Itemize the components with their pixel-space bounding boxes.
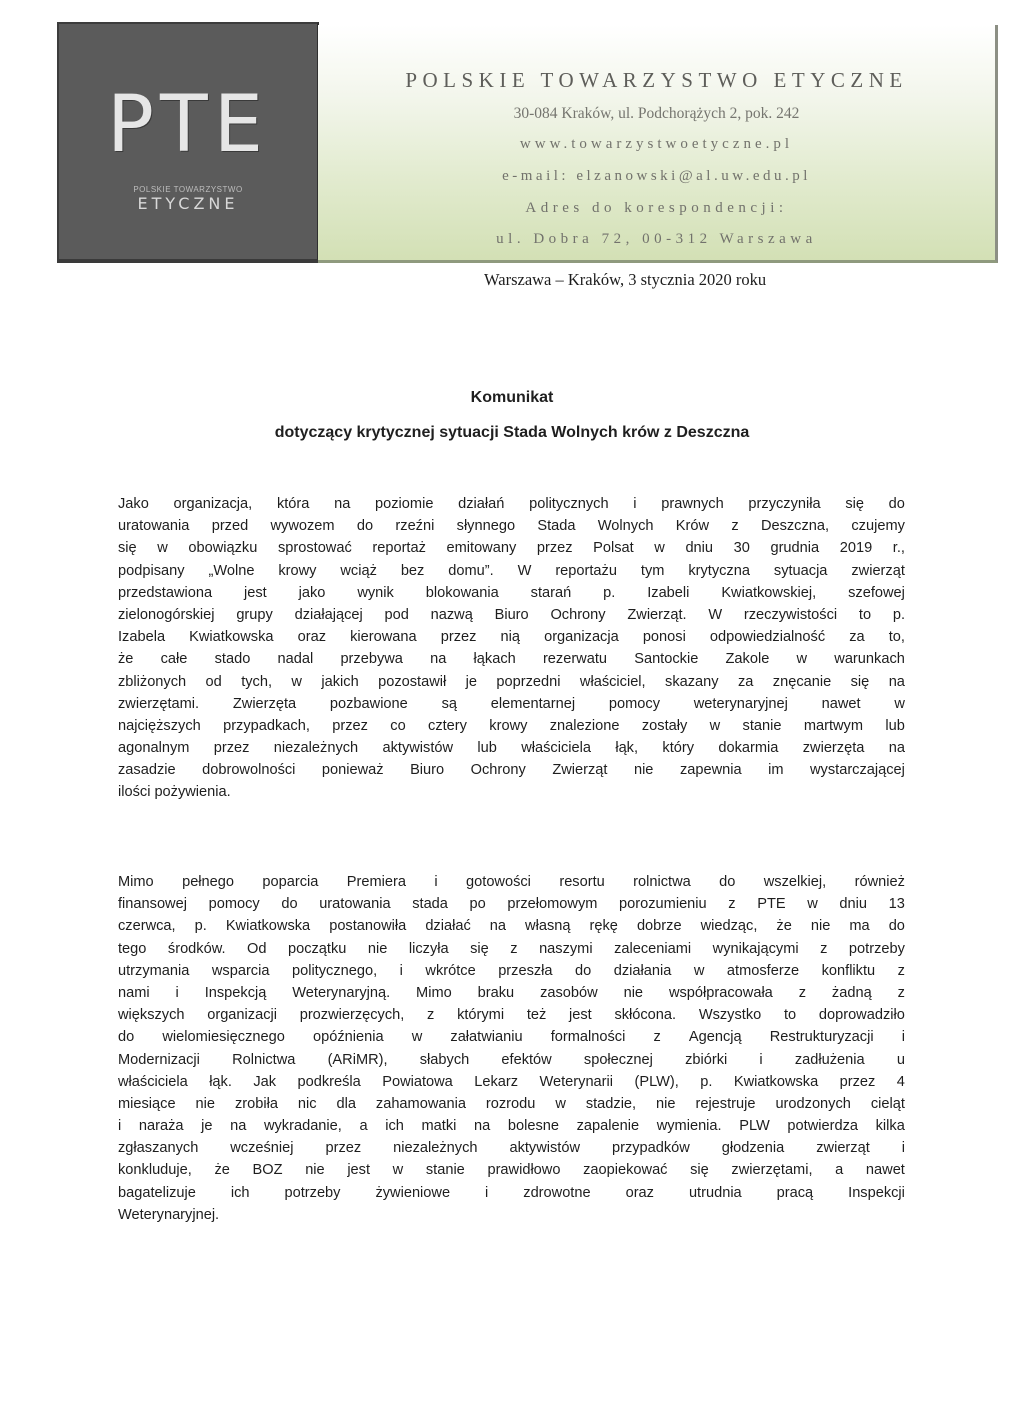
- document-title: Komunikat: [470, 389, 554, 406]
- body-text-line: zgłaszanych wcześniej przez niezależnych aktywistów przypadków głodzenia zwierząt i: [118, 1140, 905, 1157]
- date-line: Warszawa – Kraków, 3 stycznia 2020 roku: [484, 270, 767, 289]
- body-text-line: bagatelizuje ich potrzeby żywieniowe i zdrowotne oraz utrudnia pracą Inspekcji: [118, 1184, 905, 1201]
- body-text-line: większych organizacji prozwierzęcych, z którymi też jest skłócona. Wszystko to doprowadziło: [118, 1007, 905, 1024]
- body-paragraph-1: [118, 493, 905, 804]
- body-text-line: Modernizacji Rolnictwa (ARiMR), słabych efektów społecznej zbiórki i zadłużenia u: [118, 1051, 905, 1068]
- body-text-line: finansowej pomocy do uratowania stada po przełomowym porozumieniu z PTE w dniu 13: [118, 896, 905, 913]
- body-text-line: zasadzie dobrowolności ponieważ Biuro Ochrony Zwierząt nie zapewnia im wystarczającej: [118, 762, 905, 779]
- body-text-line: tego środków. Od początku nie liczyła się z naszymi zaleceniami wynikającymi z potrzeby: [118, 940, 905, 957]
- body-text-line: konkluduje, że BOZ nie jest w stanie prawidłowo zaopiekować się zwierzętami, a nawet: [118, 1162, 905, 1179]
- pte-logo: [57, 22, 319, 263]
- body-text-line: i naraża je na wykradanie, a ich matki na bolesne zapalenie wymienia. PLW potwierdza kilka: [118, 1118, 905, 1135]
- logo-small-text: POLSKIE TOWARZYSTWO: [133, 185, 243, 194]
- body-text-line: najcięższych przypadkach, przez co cztery krowy znalezione zostały w stanie martwym lub: [118, 717, 905, 734]
- organization-email: e-mail: elzanowski@al.uw.edu.pl: [502, 168, 811, 184]
- body-text-line: do wielomiesięcznego opóźnienia w załatwianiu formalności z Agencją Restrukturyzacji i: [118, 1029, 905, 1046]
- body-text-line: Mimo pełnego poparcia Premiera i gotowości resortu rolnictwa do wszelkiej, również: [118, 874, 905, 890]
- correspondence-address: ul. Dobra 72, 00-312 Warszawa: [496, 231, 817, 247]
- body-text-line: podpisany „Wolne krowy wciąż bez domu”. W reportażu tym krytyczna sytuacja zwierząt: [118, 562, 905, 579]
- logo-word: ETYCZNE: [137, 194, 239, 213]
- body-paragraph-2: [118, 871, 905, 1226]
- organization-name: POLSKIE TOWARZYSTWO ETYCZNE: [405, 68, 908, 92]
- logo-initials: PTE: [107, 80, 269, 170]
- body-text-line: właściciela łąk. Jak podkreśla Powiatowa Lekarz Weterynarii (PLW), p. Kwiatkowska przez 4: [118, 1073, 905, 1090]
- body-text-line: Weterynaryjnej.: [118, 1206, 220, 1223]
- body-text-line: agonalnym przez niezależnych aktywistów lub właściciela łąk, który dokarmia zwierzęta na: [118, 740, 905, 757]
- body-text-line: miesiące nie zrobiła nic dla zahamowania rozrodu w stadzie, nie rejestruje urodzonych cieląt: [118, 1095, 905, 1112]
- organization-address: 30-084 Kraków, ul. Podchorążych 2, pok. 242: [513, 105, 800, 122]
- body-text-line: utrzymania wsparcia politycznego, i wkrótce przeszła do działania w atmosferze konfliktu z: [118, 962, 905, 979]
- organization-header: [318, 25, 998, 263]
- body-text-line: zwierzętami. Zwierzęta pozbawione są elementarnej pomocy weterynaryjnej nawet w: [118, 695, 905, 712]
- body-text-line: Izabela Kwiatkowska oraz kierowana przez nią organizacja ponosi odpowiedzialność za to,: [118, 629, 905, 646]
- body-text-line: przedstawiona jest jako wynik blokowania starań p. Izabeli Kwiatkowskiej, szefowej: [118, 584, 905, 601]
- body-text-line: uratowania przed wywozem do rzeźni słynnego Stada Wolnych Krów z Deszczna, czujemy: [118, 518, 905, 535]
- body-text-line: się w obowiązku sprostować reportaż emitowany przez Polsat w dniu 30 grudnia 2019 r.,: [118, 540, 905, 557]
- document-subtitle: dotyczący krytycznej sytuacji Stada Wolnych krów z Deszczna: [274, 424, 750, 441]
- body-text-line: nami i Inspekcją Weterynaryjną. Mimo braku zasobów nie współpracowała z żadną z: [118, 984, 905, 1001]
- body-text-line: zielonogórskiej grupy działającej pod nazwą Biuro Ochrony Zwierząt. W rzeczywistości to p.: [118, 606, 905, 623]
- body-text-line: że całe stado nadal przebywa na łąkach rezerwatu Santockie Zakole w warunkach: [118, 651, 905, 668]
- body-text-line: ilości pożywienia.: [118, 784, 231, 801]
- correspondence-label: Adres do korespondencji:: [525, 200, 788, 216]
- body-text-line: Jako organizacja, która na poziomie działań politycznych i prawnych przyczyniła się do: [118, 496, 905, 512]
- body-text-line: zbliżonych od tych, w jakich pozostawił je poprzedni właściciel, skazany za znęcanie się na: [118, 673, 905, 690]
- organization-website: www.towarzystwoetyczne.pl: [519, 136, 794, 152]
- body-text-line: czerwca, p. Kwiatkowska postanowiła działać na własną rękę dobrze wiedząc, że nie ma do: [118, 918, 905, 935]
